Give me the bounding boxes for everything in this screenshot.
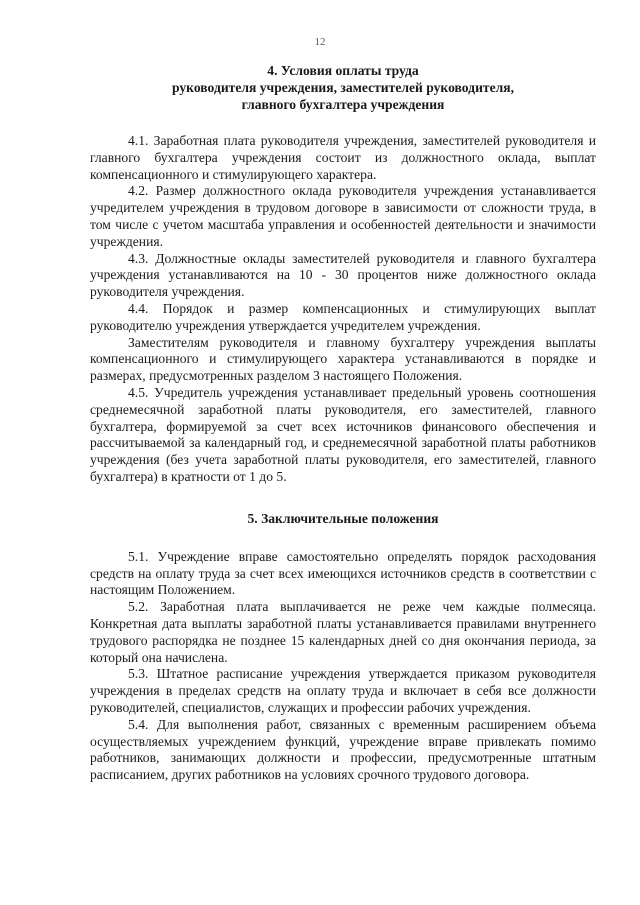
paragraph-5-1: 5.1. Учреждение вправе самостоятельно определять порядок расходования средств на оплату труда за счет всех имеющихся источников средств в соответствии с настоящим Положением.	[90, 548, 596, 598]
section-5-title: 5. Заключительные положения	[247, 510, 439, 526]
section-4-title-line: главного бухгалтера учреждения	[241, 97, 445, 112]
section-4-title	[90, 62, 596, 113]
paragraph-5-3: 5.3. Штатное расписание учреждения утверждается приказом руководителя учреждения в пределах средств на оплату труда и включает в себя все должности руководителей, специалистов, служащих и профессии рабочих учреждения.	[90, 666, 596, 715]
page-number: 12	[314, 36, 326, 48]
paragraph-4-1: 4.1. Заработная плата руководителя учреждения, заместителей руководителя и главного бухгалтера учреждения состоит из должностного оклада, выплат компенсационного и стимулирующего характера.	[90, 133, 596, 182]
paragraph-4-4: 4.4. Порядок и размер компенсационных и стимулирующих выплат руководителю учреждения утверждается учредителем учреждения.	[90, 300, 596, 333]
paragraph-5-4: 5.4. Для выполнения работ, связанных с временным расширением объема осуществляемых учреждением функций, учреждение вправе привлекать помимо работников, занимающих должности и профессии, предусмотренные штатным расписанием, других работников на условиях срочного трудового договора.	[90, 716, 596, 783]
section-4-title-line: 4. Условия оплаты труда	[267, 63, 419, 78]
paragraph-4-3: 4.3. Должностные оклады заместителей руководителя и главного бухгалтера учреждения устанавливаются на 10 - 30 процентов ниже должностного оклада руководителя учреждения.	[90, 250, 596, 300]
document-body	[90, 62, 596, 784]
paragraph-4-2: 4.2. Размер должностного оклада руководителя учреждения устанавливается учредителем учреждения в трудовом договоре в зависимости от сложности труда, в том числе с учетом масштаба управления и особенностей деятельности и значимости учреждения.	[90, 183, 596, 249]
paragraph-4-4-deputies: Заместителям руководителя и главному бухгалтеру учреждения выплаты компенсационного и стимулирующего характера устанавливаются в порядке и размерах, предусмотренных разделом 3 настоящего Положения.	[90, 334, 596, 384]
paragraph-5-2: 5.2. Заработная плата выплачивается не реже чем каждые полмесяца. Конкретная дата выплаты заработной платы устанавливается правилами внутреннего трудового распорядка не позднее 15 календарных дней со дня окончания периода, за который она начислена.	[90, 599, 596, 665]
paragraph-4-5: 4.5. Учредитель учреждения устанавливает предельный уровень соотношения среднемесячной заработной платы руководителя, его заместителей, главного бухгалтера, формируемой за счет всех источников финансового обеспечения и рассчитываемой за календарный год, и среднемесячной заработной платы работников учреждения (без учета заработной платы руководителя, его заместителей, главного бухгалтера) в кратности от 1 до 5.	[90, 384, 596, 484]
section-4-title-line: руководителя учреждения, заместителей руководителя,	[172, 80, 514, 95]
